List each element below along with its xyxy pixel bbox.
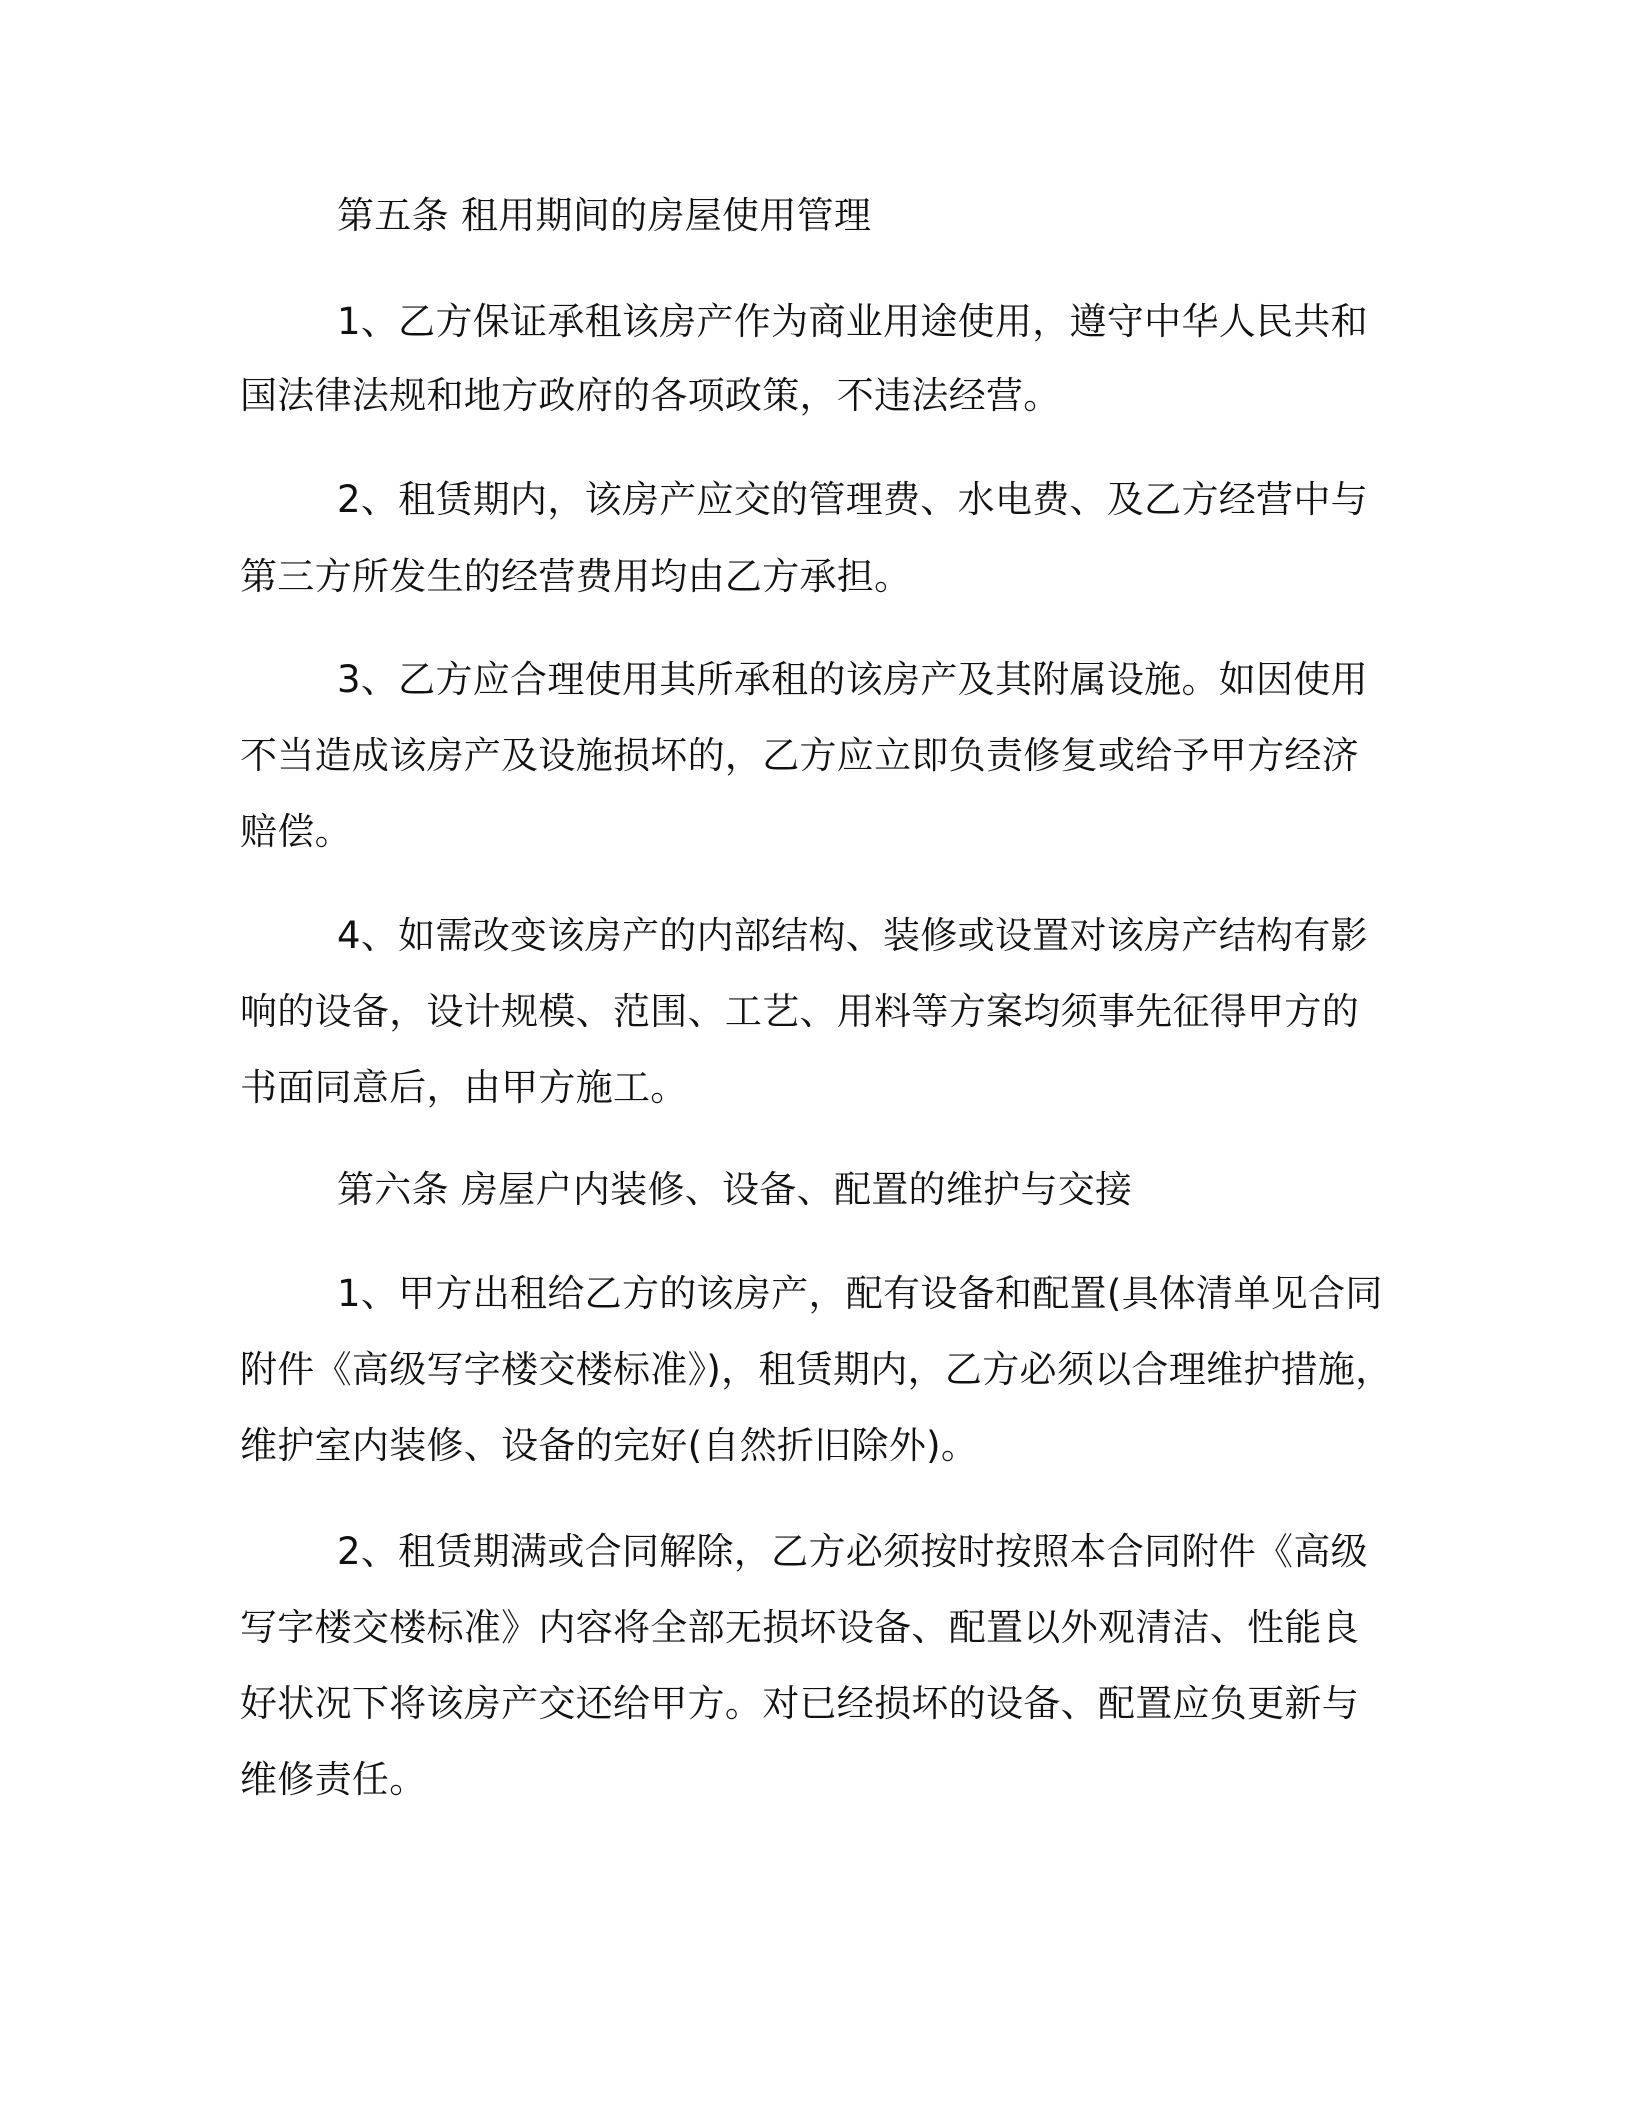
article-6-clause-1-line-1: 1、甲方出租给乙方的该房产，配有设备和配置(具体清单见合同 [337,1272,1383,1315]
article-5-clause-4-line-1: 4、如需改变该房产的内部结构、装修或设置对该房产结构有影 [337,914,1368,957]
article-5-clause-3-line-3: 赔偿。 [240,810,352,853]
article-5-clause-4-line-2: 响的设备，设计规模、范围、工艺、用料等方案均须事先征得甲方的 [240,990,1359,1033]
article-6-heading: 第六条 房屋户内装修、设备、配置的维护与交接 [337,1168,1133,1211]
article-6-clause-1-line-3: 维护室内装修、设备的完好(自然折旧除外)。 [240,1424,979,1467]
article-6-clause-2-line-3: 好状况下将该房产交还给甲方。对已经损坏的设备、配置应负更新与 [240,1682,1359,1725]
article-5-clause-2-line-2: 第三方所发生的经营费用均由乙方承担。 [240,555,912,598]
article-6-clause-1-line-2: 附件《高级写字楼交楼标准》)，租赁期内，乙方必须以合理维护措施， [240,1348,1393,1391]
article-6-clause-2-line-4: 维修责任。 [240,1758,427,1801]
article-5-clause-3-line-2: 不当造成该房产及设施损坏的，乙方应立即负责修复或给予甲方经济 [240,734,1359,777]
article-5-clause-1-line-2: 国法律法规和地方政府的各项政策，不违法经营。 [240,374,1061,417]
article-5-clause-4-line-3: 书面同意后，由甲方施工。 [240,1066,688,1109]
article-6-clause-2-line-1: 2、租赁期满或合同解除，乙方必须按时按照本合同附件《高级 [337,1530,1368,1573]
article-6-clause-2-line-2: 写字楼交楼标准》内容将全部无损坏设备、配置以外观清洁、性能良 [240,1606,1359,1649]
article-5-clause-2-line-1: 2、租赁期内，该房产应交的管理费、水电费、及乙方经营中与 [337,478,1368,521]
article-5-clause-1-line-1: 1、乙方保证承租该房产作为商业用途使用，遵守中华人民共和 [337,300,1368,343]
article-5-clause-3-line-1: 3、乙方应合理使用其所承租的该房产及其附属设施。如因使用 [337,658,1368,701]
article-5-heading: 第五条 租用期间的房屋使用管理 [337,194,872,237]
